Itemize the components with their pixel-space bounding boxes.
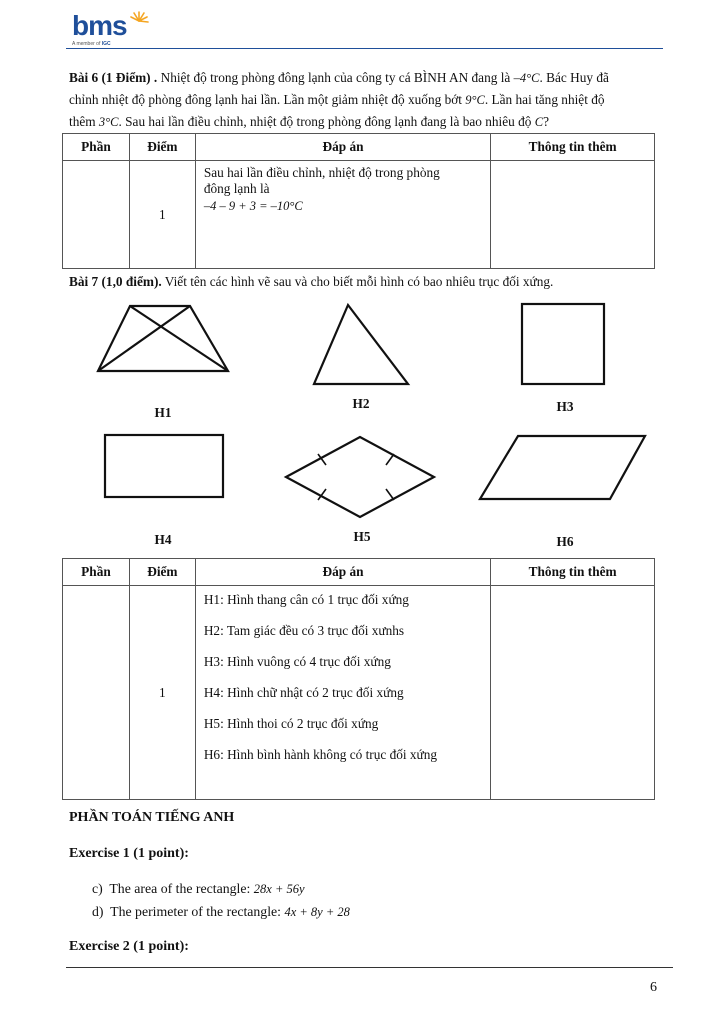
item-d-text: The perimeter of the rectangle: bbox=[110, 904, 281, 919]
bai6-unit: C bbox=[534, 115, 544, 129]
square-figure bbox=[522, 304, 604, 384]
bai6-temp-1: –4°C bbox=[513, 71, 540, 85]
header-answer: Đáp án bbox=[195, 134, 490, 161]
cell-part bbox=[63, 586, 130, 800]
table-row bbox=[63, 586, 655, 800]
isosceles-trapezoid-figure bbox=[98, 306, 228, 371]
header-part: Phần bbox=[63, 559, 130, 586]
exercise-1-title: Exercise 1 (1 point): bbox=[69, 846, 189, 861]
item-c-label: c) bbox=[92, 881, 103, 896]
bai6-text-1b: . Bác Huy đã bbox=[539, 70, 609, 85]
list-item-d bbox=[92, 904, 350, 920]
bai7-text: Viết tên các hình vẽ sau và cho biết mỗi hình có bao nhiêu trục đối xứng. bbox=[164, 274, 554, 289]
header-part: Phần bbox=[63, 134, 130, 161]
header-score: Điểm bbox=[129, 559, 195, 586]
bai6-temp-2: 9°C bbox=[465, 93, 485, 107]
answer-h3: H3: Hình vuông có 4 trục đối xứng bbox=[203, 654, 391, 669]
answer-h4: H4: Hình chữ nhật có 2 trục đối xứng bbox=[203, 685, 404, 700]
bai6-text-1a: Nhiệt độ trong phòng đông lạnh của công ty cá BÌNH AN đang là bbox=[160, 70, 511, 85]
answer-line-2: đông lạnh là bbox=[203, 181, 270, 196]
brand-name: bms bbox=[72, 10, 127, 41]
item-d-expression: 4x + 8y + 28 bbox=[284, 905, 350, 919]
table-header-row bbox=[63, 559, 655, 586]
tagline-group: IGC bbox=[101, 41, 111, 47]
tagline-prefix: A member of bbox=[72, 41, 101, 47]
equilateral-triangle-figure bbox=[314, 305, 408, 384]
bai6-text-2b: . Lần hai tăng nhiệt độ bbox=[484, 92, 605, 107]
bai6-title: Bài 6 (1 Điểm) . bbox=[69, 70, 158, 85]
header-extra: Thông tin thêm bbox=[491, 559, 655, 586]
answer-expression: –4 – 9 + 3 = –10°C bbox=[203, 199, 303, 213]
label-h3: H3 bbox=[556, 399, 574, 414]
answer-h6: H6: Hình bình hành không có trục đối xứng bbox=[203, 747, 438, 762]
list-item-c bbox=[92, 881, 305, 897]
cell-extra bbox=[491, 586, 655, 800]
cell-score: 1 bbox=[129, 586, 195, 800]
exercise-2-title: Exercise 2 (1 point): bbox=[69, 939, 189, 954]
answer-h5: H5: Hình thoi có 2 trục đối xứng bbox=[203, 716, 379, 731]
bai6-text-3a: thêm bbox=[69, 114, 96, 129]
cell-score: 1 bbox=[129, 161, 195, 269]
label-h6: H6 bbox=[556, 534, 574, 549]
label-h1: H1 bbox=[154, 405, 172, 420]
item-d-label: d) bbox=[92, 904, 104, 919]
section-title-english: PHẦN TOÁN TIẾNG ANH bbox=[69, 810, 235, 825]
label-h2: H2 bbox=[352, 396, 370, 411]
answer-line-1: Sau hai lần điều chỉnh, nhiệt độ trong phòng bbox=[203, 165, 440, 180]
cell-answer bbox=[195, 586, 490, 800]
page-number: 6 bbox=[650, 980, 657, 995]
item-c-expression: 28x + 56y bbox=[253, 882, 305, 896]
bai6-text-2a: chỉnh nhiệt độ phòng đông lạnh hai lần. Lần một giảm nhiệt độ xuống bớt bbox=[69, 92, 462, 107]
item-c-text: The area of the rectangle: bbox=[109, 881, 251, 896]
bai6-text-3c: ? bbox=[543, 114, 549, 129]
answer-h1: H1: Hình thang cân có 1 trục đối xứng bbox=[203, 592, 409, 607]
label-h4: H4 bbox=[154, 532, 172, 547]
header-score: Điểm bbox=[129, 134, 195, 161]
bai6-temp-3: 3°C bbox=[98, 115, 119, 129]
footer-divider bbox=[66, 967, 673, 968]
bai6-text-3b: . Sau hai lần điều chỉnh, nhiệt độ trong phòng đông lạnh đang là bao nhiêu độ bbox=[118, 114, 532, 129]
bai7-answer-table bbox=[62, 558, 655, 800]
answer-h2: H2: Tam giác đều có 3 trục đối xưnhs bbox=[203, 623, 405, 638]
parallelogram-figure bbox=[480, 436, 645, 499]
label-h5: H5 bbox=[353, 529, 371, 544]
header-extra: Thông tin thêm bbox=[491, 134, 655, 161]
header-answer: Đáp án bbox=[195, 559, 490, 586]
rectangle-figure bbox=[105, 435, 223, 497]
rhombus-figure bbox=[286, 437, 434, 517]
bai7-title: Bài 7 (1,0 điểm). bbox=[69, 274, 162, 289]
